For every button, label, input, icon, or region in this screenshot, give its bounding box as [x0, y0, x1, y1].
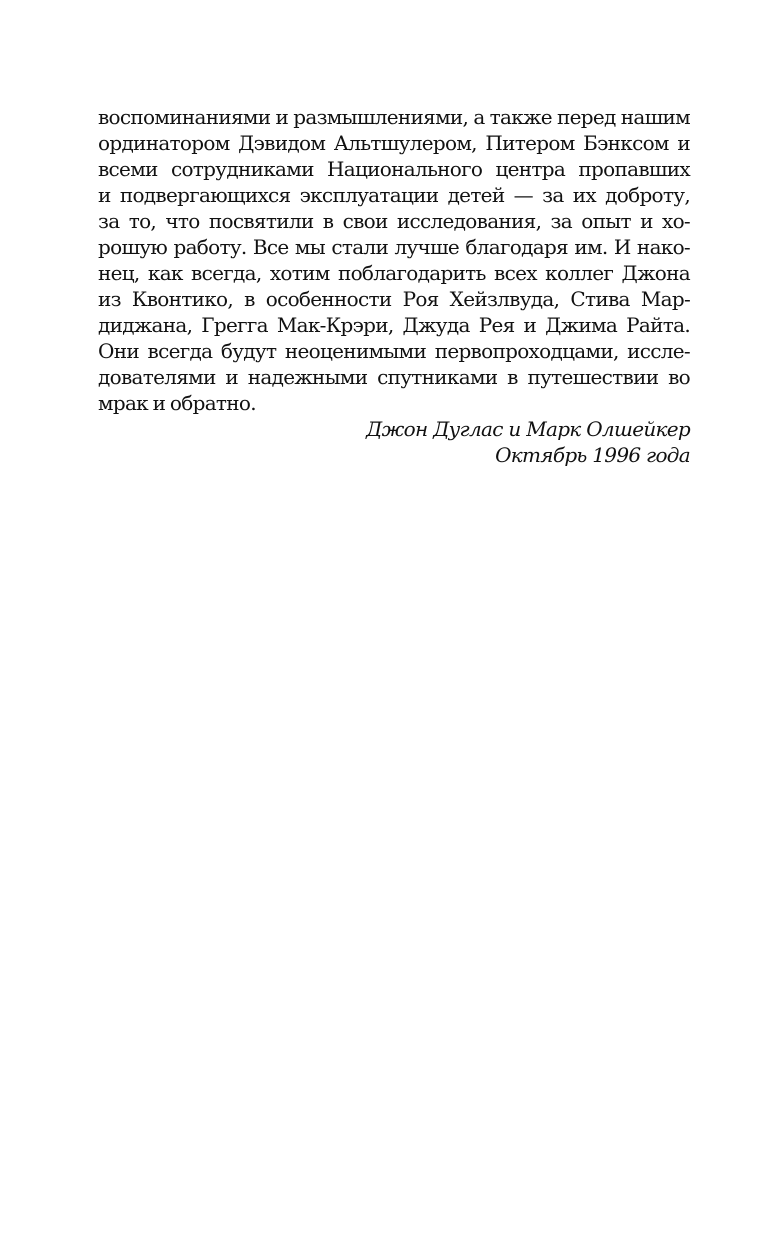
- signature-date: Октябрь 1996 года: [495, 443, 690, 467]
- paragraph-line: Они всегда будут неоценимыми первопроходцами, иссле-: [98, 339, 690, 363]
- paragraph-line: ординатором Дэвидом Альтшулером, Питером Бэнксом и: [98, 131, 690, 155]
- paragraph-line: из Квонтико, в особенности Роя Хейзлвуда, Стива Мар-: [98, 287, 690, 311]
- paragraph-line: дователями и надежными спутниками в путешествии во: [98, 365, 690, 389]
- acknowledgements-text: [98, 104, 690, 468]
- paragraph-line: диджана, Грегга Мак-Крэри, Джуда Рея и Джима Райта.: [98, 313, 690, 337]
- paragraph-line: за то, что посвятили в свои исследования, за опыт и хо-: [98, 209, 690, 233]
- paragraph-line: рошую работу. Все мы стали лучше благодаря им. И нако-: [98, 235, 690, 259]
- paragraph-line: мрак и обратно.: [98, 391, 256, 415]
- paragraph-line: и подвергающихся эксплуатации детей — за их доброту,: [98, 183, 690, 207]
- paragraph-line: нец, как всегда, хотим поблагодарить всех коллег Джона: [98, 261, 690, 285]
- signature-authors: Джон Дуглас и Марк Олшейкер: [366, 417, 690, 441]
- paragraph-line: воспоминаниями и размышлениями, а также перед нашим: [98, 105, 690, 129]
- paragraph-line: всеми сотрудниками Национального центра пропавших: [98, 157, 690, 181]
